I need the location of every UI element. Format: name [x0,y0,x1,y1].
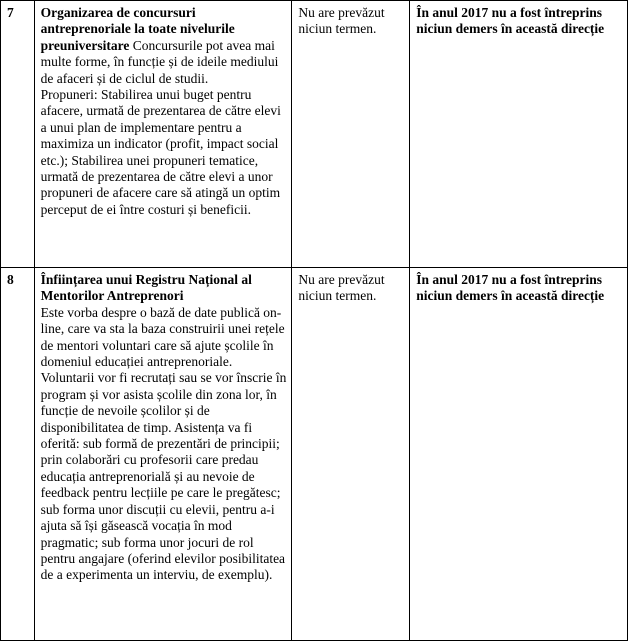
status-text: În anul 2017 nu a fost întreprins niciun demers în această direcție [416,5,605,37]
row-number: 8 [7,272,14,287]
term-text: Nu are prevăzut niciun termen. [298,5,385,37]
measure-description: Este vorba despre o bază de date publică on-line, care va sta la baza construirii unei rețele de mentori voluntari care să ajute școlile în domeniul educației antreprenoriale. Voluntarii vor fi recrutați sau se vor înscrie în program și vor asista școlile din zona lor, în funcție de nevoile școlilor și de disponibilitatea de timp. Asistența va fi oferită: sub formă de prezentări de principii; prin colaborări cu profesorii care predau educația antreprenorială și au nevoie de feedback pentru lecțiile pe care le pregătesc; sub forma unor discuții cu elevii, pentru a-i ajuta să își găsească vocația în mod pragmatic; sub forma unor jocuri de rol pentru angajare (oferind elevilor posibilitatea de a experimenta un interviu, de exemplu). [40,304,287,583]
measure-title: Organizarea de concursuri antreprenoriale la toate nivelurile preuniversitare [40,5,235,53]
term-cell [292,1,410,268]
row-number-cell [1,268,35,641]
description-cell [34,1,292,268]
row-number: 7 [7,5,14,20]
description-cell [34,268,292,641]
table-row [1,268,628,641]
measure-proposals: Propuneri: Stabilirea unui buget pentru afacere, urmată de prezentarea de către elevi a unui plan de implementare pentru a maximiza un indicator (profit, impact social etc.); Stabilirea unei propuneri tematice, urmată de prezentarea de către elevi a unor propuneri de afacere care să atingă un optim perceput de ei între costuri și beneficii. [40,87,281,217]
row-number-cell [1,1,35,268]
status-cell [410,1,628,268]
measure-title: Înființarea unui Registru Național al Mentorilor Antreprenori [40,272,252,304]
term-text: Nu are prevăzut niciun termen. [298,272,385,304]
description-first-paragraph [41,5,288,87]
status-text: În anul 2017 nu a fost întreprins niciun demers în această direcție [416,272,605,304]
measure-intro: Concursurile pot avea mai multe forme, în funcție și de ideile mediului de afaceri și de ciclul de studii. [40,37,279,86]
table-row [1,1,628,268]
status-cell [410,268,628,641]
term-cell [292,268,410,641]
